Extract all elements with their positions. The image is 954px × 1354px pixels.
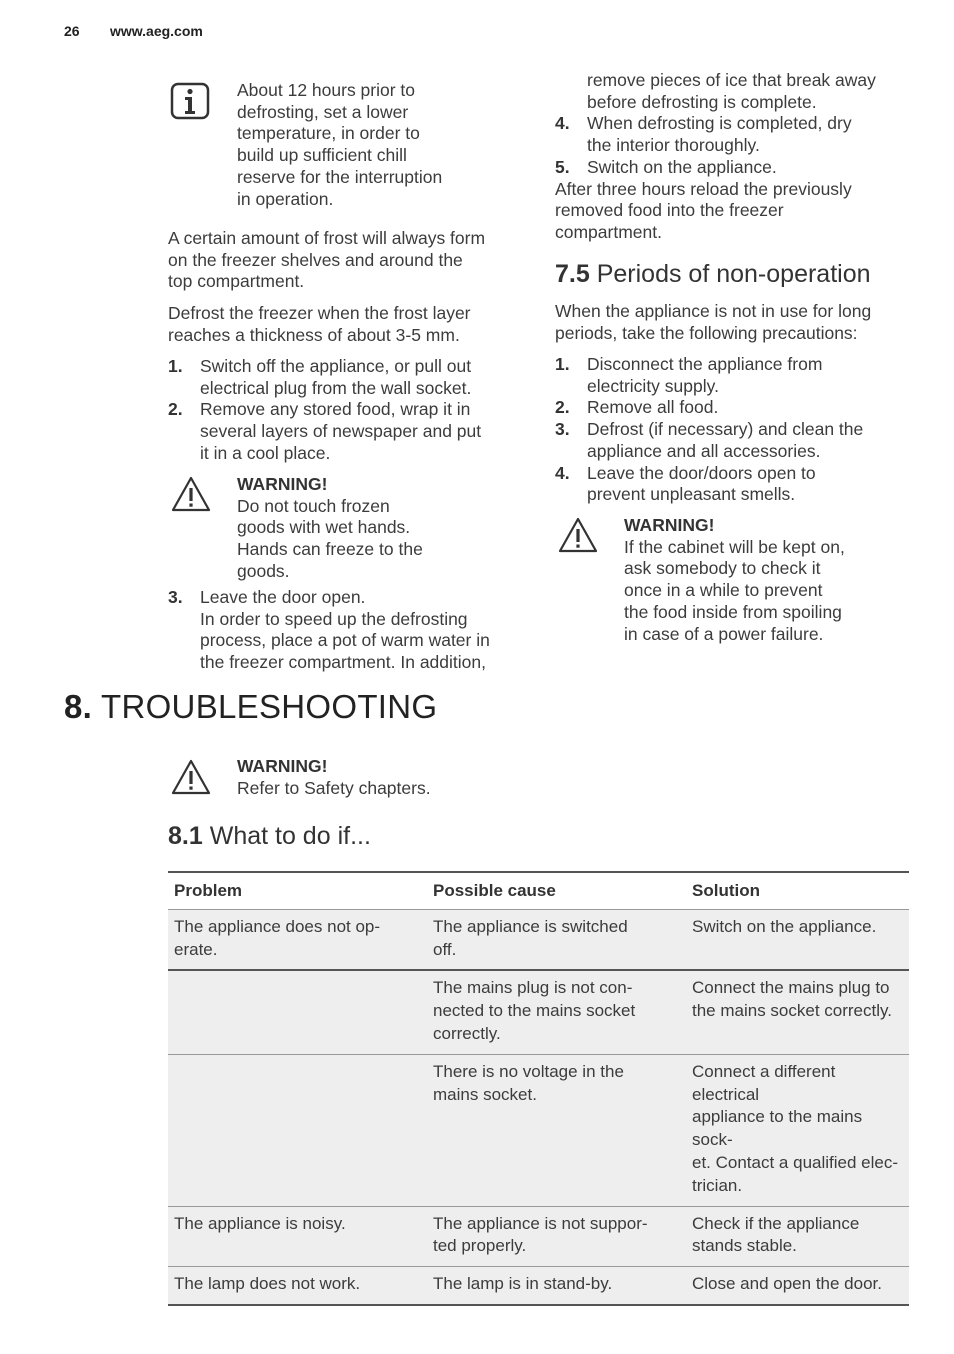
info-note: About 12 hours prior to defrosting, set a lower temperature, in order to build up sufficient chill reserve for the interruption in operation. [237,80,443,209]
warning-triangle-icon [557,516,599,554]
defrost-step-3 [168,587,538,674]
troubleshooting-table [168,871,909,1306]
cell-problem [168,1054,427,1206]
list-item: 4. Leave the door/doors open to prevent unpleasant smells. [555,462,816,505]
cell-solution: Close and open the door. [686,1267,909,1305]
table-row [168,1267,909,1305]
defrost-continuation: remove pieces of ice that break away before defrosting is complete. 4. When defrosting is completed, dry the interior thoroughly. 5. Switch on the appliance. After three hours reload the previously removed food into the freezer compartment. [555,70,925,244]
warning-triangle-icon [170,475,212,513]
table-row [168,909,909,970]
cell-cause: The appliance is not suppor- ted properly. [427,1206,686,1267]
cell-solution: Check if the appliance stands stable. [686,1206,909,1267]
section-heading-8-1: 8.1 What to do if... [168,822,371,850]
cell-cause: The appliance is switched off. [427,909,686,970]
cell-solution: Connect the mains plug to the mains socket correctly. [686,970,909,1054]
cell-problem [168,970,427,1054]
column-header-cause: Possible cause [427,872,686,909]
info-icon [170,82,210,120]
website-link[interactable]: www.aeg.com [110,23,203,39]
cell-cause: The mains plug is not con- nected to the mains socket correctly. [427,970,686,1054]
table-header-row [168,872,909,909]
warning-safety: WARNING! Refer to Safety chapters. [237,756,431,798]
column-header-problem: Problem [168,872,427,909]
cell-solution: Connect a different electrical appliance to the mains sock- et. Contact a qualified elec- trician. [686,1054,909,1206]
list-item: 1. Switch off the appliance, or pull out electrical plug from the wall socket. [168,356,472,398]
table-row [168,1206,909,1267]
table-row [168,1054,909,1206]
warning-cabinet-on: WARNING! If the cabinet will be kept on, ask somebody to check it once in a while to prevent the food inside from spoiling in case of a power failure. [624,515,845,644]
warning-triangle-icon [170,758,212,796]
column-header-solution: Solution [686,872,909,909]
section-heading-7-5: 7.5 Periods of non-operation [555,260,871,288]
cell-problem: The lamp does not work. [168,1267,427,1305]
list-item: 2. Remove all food. [555,397,719,418]
defrost-steps-list [168,356,528,465]
non-operation-intro: When the appliance is not in use for long periods, take the following precautions: [555,301,872,343]
list-item: 5. Switch on the appliance. [555,156,777,177]
cell-cause: There is no voltage in the mains socket. [427,1054,686,1206]
defrost-paragraph: Defrost the freezer when the frost layer reaches a thickness of about 3-5 mm. [168,303,471,345]
list-item: 3. Defrost (if necessary) and clean the appliance and all accessories. [555,419,864,461]
list-item: 4. When defrosting is completed, dry the interior thoroughly. [555,113,852,156]
cell-problem: The appliance is noisy. [168,1206,427,1267]
frost-paragraph: A certain amount of frost will always form on the freezer shelves and around the top compartment. [168,228,486,292]
chapter-heading: 8. TROUBLESHOOTING [64,688,438,725]
list-item: 1. Disconnect the appliance from electricity supply. [555,354,823,396]
page-number: 26 [64,23,80,39]
list-item: 2. Remove any stored food, wrap it in several layers of newspaper and put it in a cool place. [168,399,482,463]
precautions-list [555,354,925,506]
cell-problem: The appliance does not op- erate. [168,909,427,970]
table-row [168,970,909,1054]
list-item: 3. Leave the door open. In order to speed up the defrosting process, place a pot of warm water in the freezer compartment. In addition, [168,587,490,673]
cell-solution: Switch on the appliance. [686,909,909,970]
warning-wet-hands: WARNING! Do not touch frozen goods with wet hands. Hands can freeze to the goods. [237,474,423,581]
cell-cause: The lamp is in stand-by. [427,1267,686,1305]
